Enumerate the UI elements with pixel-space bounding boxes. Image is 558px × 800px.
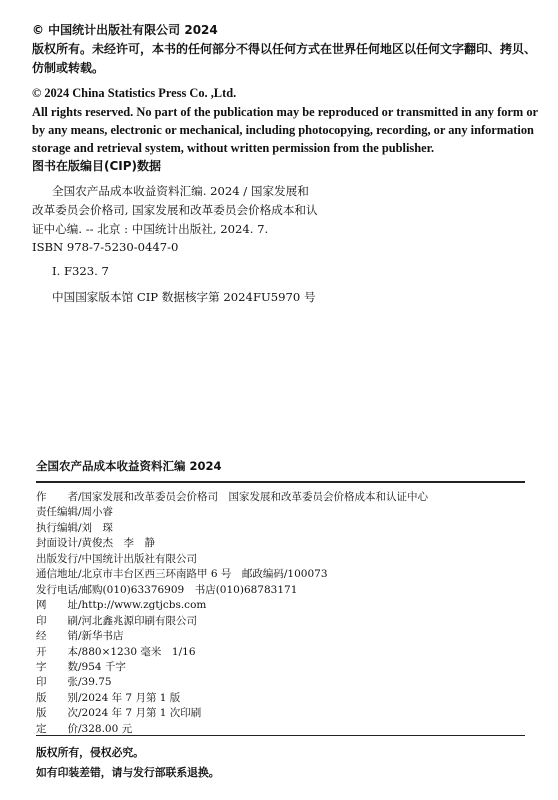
colophon-row: 网 址/http://www.zgtjcbs.com bbox=[36, 599, 207, 612]
colophon-row: 出版发行/中国统计出版社有限公司 bbox=[36, 552, 198, 565]
colophon-row: 通信地址/北京市丰台区西三环南路甲 6 号 邮政编码/100073 bbox=[36, 568, 328, 581]
footer-line-2: 如有印装差错，请与发行部联系退换。 bbox=[36, 766, 220, 779]
colophon-row: 字 数/954 千字 bbox=[36, 660, 126, 673]
cip-record-number: 中国国家版本馆 CIP 数据核字第 2024FU5970 号 bbox=[52, 290, 316, 304]
copyright-en-line-2: All rights reserved. No part of the publication may be reproduced or transmitted in any form or bbox=[32, 105, 539, 119]
copyright-cn-line-2: 版权所有。未经许可，本书的任何部分不得以任何方式在世界任何地区以任何文字翻印、拷贝、 bbox=[32, 42, 537, 56]
colophon-row: 作 者/国家发展和改革委员会价格司 国家发展和改革委员会价格成本和认证中心 bbox=[36, 491, 429, 503]
cip-line-3: 证中心编. -- 北京 : 中国统计出版社, 2024. 7. bbox=[32, 222, 269, 236]
colophon-bottom-rule bbox=[36, 735, 525, 736]
copyright-cn-line-3: 仿制或转载。 bbox=[32, 61, 105, 75]
cip-line-1: 全国农产品成本收益资料汇编. 2024 / 国家发展和 bbox=[52, 184, 309, 198]
copyright-en-line-3: by any means, electronic or mechanical, including photocopying, recording, or any information bbox=[32, 123, 534, 137]
copyright-en-line-4: storage and retrieval system, without written permission from the publisher. bbox=[32, 141, 435, 155]
colophon-row: 版 别/2024 年 7 月第 1 版 bbox=[36, 691, 181, 704]
colophon-row: 版 次/2024 年 7 月第 1 次印刷 bbox=[36, 707, 202, 720]
colophon-row: 发行电话/邮购(010)63376909 书店(010)68783171 bbox=[36, 583, 298, 596]
colophon-row: 印 刷/河北鑫兆源印刷有限公司 bbox=[36, 614, 198, 627]
colophon-row: 责任编辑/周小睿 bbox=[36, 506, 114, 519]
colophon-top-rule bbox=[36, 481, 525, 483]
colophon-row: 执行编辑/刘 琛 bbox=[36, 521, 114, 534]
colophon-row: 封面设计/黄俊杰 李 静 bbox=[36, 537, 156, 550]
colophon-row: 经 销/新华书店 bbox=[36, 630, 124, 643]
cip-isbn: ISBN 978-7-5230-0447-0 bbox=[32, 240, 179, 254]
colophon-row: 印 张/39.75 bbox=[36, 676, 112, 689]
footer-line-1: 版权所有，侵权必究。 bbox=[36, 746, 144, 759]
cip-heading: 图书在版编目(CIP)数据 bbox=[32, 159, 162, 173]
colophon-title: 全国农产品成本收益资料汇编 2024 bbox=[36, 459, 222, 473]
colophon-row: 定 价/328.00 元 bbox=[36, 722, 133, 735]
colophon-row: 开 本/880×1230 毫米 1/16 bbox=[36, 645, 196, 658]
copyright-cn-line-1: © 中国统计出版社有限公司 2024 bbox=[32, 23, 218, 37]
cip-classification: Ⅰ. F323. 7 bbox=[52, 264, 109, 278]
copyright-en-line-1: © 2024 China Statistics Press Co. ,Ltd. bbox=[32, 86, 237, 100]
cip-line-2: 改革委员会价格司, 国家发展和改革委员会价格成本和认 bbox=[32, 203, 318, 217]
